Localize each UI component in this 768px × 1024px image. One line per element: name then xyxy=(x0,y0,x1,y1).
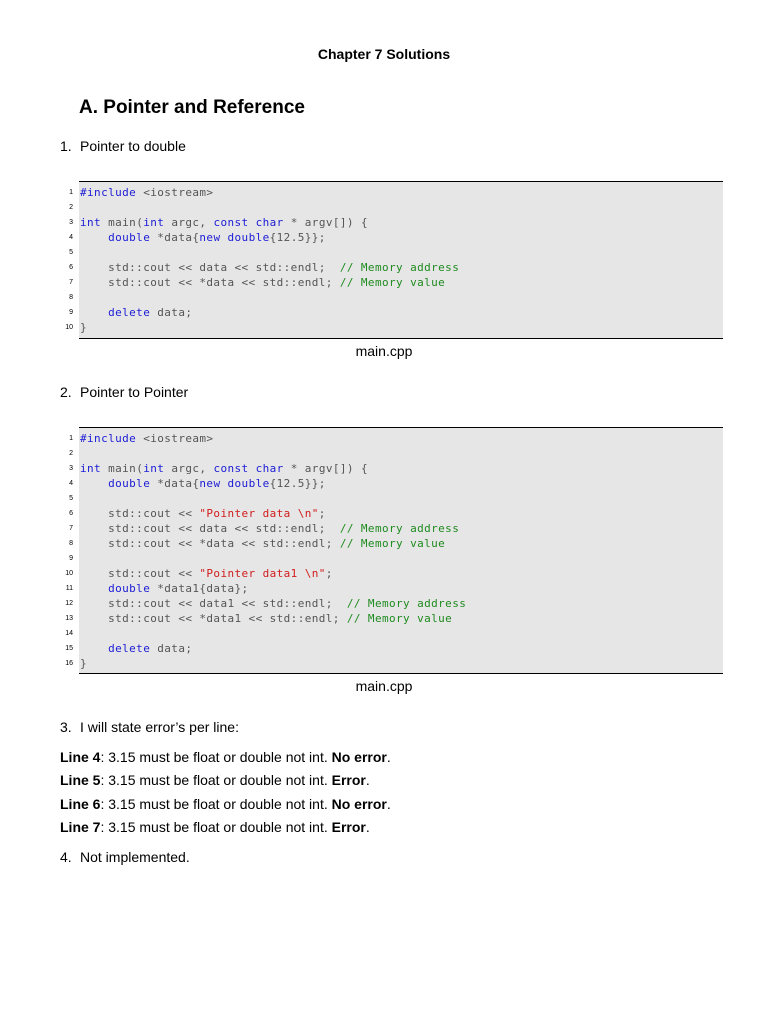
line-number: 6 xyxy=(69,510,73,517)
code-text xyxy=(80,581,249,596)
code-token: "Pointer data1 \n" xyxy=(199,567,326,580)
code-token: double xyxy=(108,582,151,595)
code-text xyxy=(80,230,326,245)
code-token: argc, xyxy=(164,216,214,229)
code-token: int xyxy=(80,462,102,475)
code-token xyxy=(80,477,108,490)
item-text: I will state error’s per line: xyxy=(80,719,239,735)
code-token: <iostream> xyxy=(136,186,214,199)
line-number: 15 xyxy=(65,645,73,652)
code-token: // Memory address xyxy=(339,522,460,535)
error-line-end: . xyxy=(386,749,391,765)
line-number: 8 xyxy=(69,540,73,547)
code-text xyxy=(80,320,87,335)
code-token: main( xyxy=(101,462,144,475)
error-line-label: Line 6 xyxy=(60,796,101,812)
line-number: 5 xyxy=(69,495,73,502)
code-token: data; xyxy=(150,642,193,655)
line-number: 10 xyxy=(65,570,73,577)
code-token xyxy=(80,642,108,655)
code-token: * argv[]) { xyxy=(283,216,368,229)
error-line-text: : 3.15 must be float or double not int. xyxy=(100,796,332,812)
error-line xyxy=(60,819,370,835)
error-verdict: Error xyxy=(331,772,366,788)
error-line xyxy=(60,749,391,765)
code-token: data; xyxy=(150,306,193,319)
code-text xyxy=(80,521,459,536)
error-line xyxy=(60,772,370,788)
code-token: delete xyxy=(108,306,151,319)
code-token: {12.5}}; xyxy=(269,231,326,244)
error-line-text: : 3.15 must be float or double not int. xyxy=(100,772,332,788)
code-text xyxy=(80,611,452,626)
code-token: int xyxy=(143,462,165,475)
item-number: 4. xyxy=(60,849,72,865)
code-token: const char xyxy=(213,462,284,475)
line-number: 2 xyxy=(69,450,73,457)
code-token: std::cout << data1 << std::endl; xyxy=(80,597,347,610)
error-line-end: . xyxy=(365,819,370,835)
item-text: Not implemented. xyxy=(80,849,190,865)
code-token: ; xyxy=(325,567,333,580)
list-item-3 xyxy=(60,719,239,735)
item-number: 3. xyxy=(60,719,72,735)
code-token xyxy=(80,582,108,595)
line-number: 3 xyxy=(69,219,73,226)
error-verdict: No error xyxy=(331,749,387,765)
code-token: std::cout << *data1 << std::endl; xyxy=(80,612,347,625)
line-number: 14 xyxy=(65,630,73,637)
line-number: 4 xyxy=(69,480,73,487)
code-token: // Memory address xyxy=(339,261,460,274)
code-token: // Memory value xyxy=(346,612,453,625)
line-number: 13 xyxy=(65,615,73,622)
code-token: * argv[]) { xyxy=(283,462,368,475)
line-number: 1 xyxy=(69,189,73,196)
code-token: int xyxy=(143,216,165,229)
code-text xyxy=(80,305,192,320)
line-number: 2 xyxy=(69,204,73,211)
line-number: 8 xyxy=(69,294,73,301)
code-token: std::cout << data << std::endl; xyxy=(80,522,340,535)
code-text xyxy=(80,656,87,671)
code-token: "Pointer data \n" xyxy=(199,507,319,520)
code-text xyxy=(80,596,466,611)
code-text xyxy=(80,431,213,446)
code-token: int xyxy=(80,216,102,229)
code-text xyxy=(80,641,192,656)
line-number: 12 xyxy=(65,600,73,607)
code-token: new double xyxy=(199,231,270,244)
list-item-2 xyxy=(60,384,188,400)
code-caption: main.cpp xyxy=(355,343,413,359)
code-text xyxy=(80,185,213,200)
code-token: double xyxy=(108,477,151,490)
code-token: // Memory address xyxy=(346,597,467,610)
code-token: std::cout << *data << std::endl; xyxy=(80,537,340,550)
code-token: ; xyxy=(318,507,326,520)
error-line-text: : 3.15 must be float or double not int. xyxy=(100,819,332,835)
error-verdict: No error xyxy=(331,796,387,812)
code-token: double xyxy=(108,231,151,244)
error-line-end: . xyxy=(386,796,391,812)
code-token: *data{ xyxy=(150,231,200,244)
code-text xyxy=(80,215,368,230)
code-token: delete xyxy=(108,642,151,655)
code-text xyxy=(80,536,445,551)
line-number: 3 xyxy=(69,465,73,472)
code-token: } xyxy=(80,321,88,334)
line-number: 7 xyxy=(69,525,73,532)
error-line-text: : 3.15 must be float or double not int. xyxy=(100,749,332,765)
code-text xyxy=(80,275,445,290)
code-caption: main.cpp xyxy=(355,678,413,694)
line-number: 4 xyxy=(69,234,73,241)
code-token: argc, xyxy=(164,462,214,475)
page-header: Chapter 7 Solutions xyxy=(317,46,451,62)
code-token: *data1{data}; xyxy=(150,582,249,595)
line-number: 16 xyxy=(65,660,73,667)
list-item-4 xyxy=(60,849,190,865)
code-token: {12.5}}; xyxy=(269,477,326,490)
code-token: std::cout << *data << std::endl; xyxy=(80,276,340,289)
code-text xyxy=(80,566,333,581)
item-text: Pointer to double xyxy=(80,138,186,154)
error-line-end: . xyxy=(365,772,370,788)
error-verdict: Error xyxy=(331,819,366,835)
code-token: new double xyxy=(199,477,270,490)
error-line xyxy=(60,796,391,812)
code-text xyxy=(80,476,326,491)
section-title: A. Pointer and Reference xyxy=(79,97,305,118)
error-line-label: Line 7 xyxy=(60,819,101,835)
item-number: 1. xyxy=(60,138,72,154)
line-number: 10 xyxy=(65,324,73,331)
code-text xyxy=(80,506,326,521)
line-number: 9 xyxy=(69,555,73,562)
code-text xyxy=(80,260,459,275)
code-token: const char xyxy=(213,216,284,229)
code-token: main( xyxy=(101,216,144,229)
item-number: 2. xyxy=(60,384,72,400)
line-number: 6 xyxy=(69,264,73,271)
code-token: #include xyxy=(80,186,137,199)
code-text xyxy=(80,461,368,476)
code-token: // Memory value xyxy=(339,276,446,289)
code-token: std::cout << xyxy=(80,507,200,520)
code-block xyxy=(65,181,723,339)
code-token xyxy=(80,306,108,319)
code-token: } xyxy=(80,657,88,670)
line-number: 11 xyxy=(65,585,73,592)
line-number: 9 xyxy=(69,309,73,316)
code-token: std::cout << xyxy=(80,567,200,580)
code-token: // Memory value xyxy=(339,537,446,550)
code-token: *data{ xyxy=(150,477,200,490)
list-item-1 xyxy=(60,138,186,154)
code-token: <iostream> xyxy=(136,432,214,445)
line-number: 5 xyxy=(69,249,73,256)
code-token xyxy=(80,231,108,244)
line-number: 7 xyxy=(69,279,73,286)
error-line-label: Line 5 xyxy=(60,772,101,788)
line-number: 1 xyxy=(69,435,73,442)
code-token: std::cout << data << std::endl; xyxy=(80,261,340,274)
item-text: Pointer to Pointer xyxy=(80,384,189,400)
error-line-label: Line 4 xyxy=(60,749,101,765)
code-block xyxy=(65,427,723,674)
code-token: #include xyxy=(80,432,137,445)
